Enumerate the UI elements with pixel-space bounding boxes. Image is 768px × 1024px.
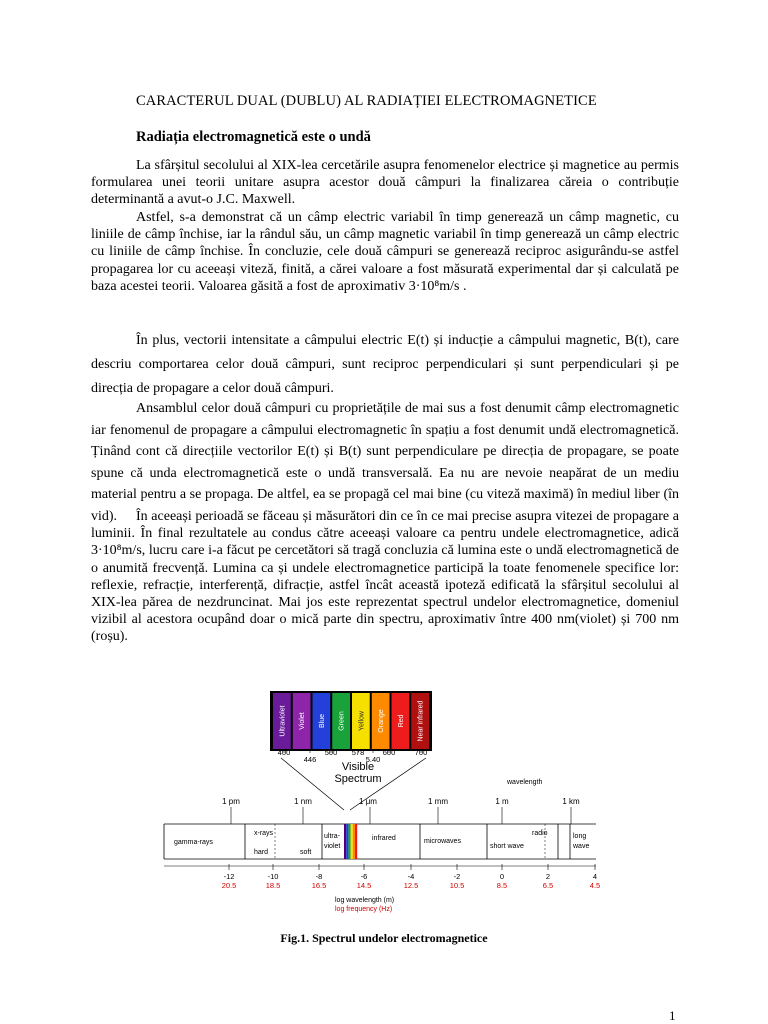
log-wavelength-label: -2 xyxy=(453,872,461,881)
scale-ticks xyxy=(231,807,571,824)
region-long2: wave xyxy=(573,843,590,850)
log-frequency-label: 8.5 xyxy=(496,881,508,890)
log-frequency-label: 12.5 xyxy=(403,881,419,890)
visible-label: Visible xyxy=(341,761,375,773)
region-infrared: infrared xyxy=(372,835,396,842)
log-wavelength-label: -4 xyxy=(407,872,415,881)
band-label: Orange xyxy=(378,709,386,733)
scale-mark-nm: 1 nm xyxy=(294,797,312,806)
visible-tick: 578 xyxy=(351,748,365,757)
log-wavelength-label: 4 xyxy=(592,872,598,881)
log-frequency-label: 6.5 xyxy=(542,881,554,890)
region-xrays: x-rays xyxy=(254,830,274,837)
scale-mark-m: 1 m xyxy=(495,797,509,806)
visible-slice-stripe xyxy=(346,824,348,859)
paragraph-2 xyxy=(91,209,679,295)
band-label: Green xyxy=(338,711,346,731)
log-wavelength-label: 0 xyxy=(499,872,505,881)
figure-caption: Fig.1. Spectrul undelor electromagnetice xyxy=(280,931,488,945)
scale-mark-um: 1 μm xyxy=(359,797,377,806)
region-radio: radio xyxy=(532,830,548,837)
region-ultra1: ultra- xyxy=(324,833,340,840)
visible-slice-stripe xyxy=(353,824,355,859)
visible-tick: 5.40 xyxy=(365,755,381,764)
log-wavelength-label: 2 xyxy=(545,872,551,881)
region-microwaves: microwaves xyxy=(424,838,461,845)
log-frequency-label: 20.5 xyxy=(221,881,237,890)
log-frequency-label: 16.5 xyxy=(311,881,327,890)
page-number: 1 xyxy=(669,1008,676,1023)
band-label: Near infrared xyxy=(417,700,425,742)
region-long1: long xyxy=(573,833,587,840)
log-wavelength-label: -8 xyxy=(315,872,323,881)
log-wavelength-label: -6 xyxy=(360,872,368,881)
band-label: Blue xyxy=(318,713,326,729)
band-label: Ultraviolet xyxy=(279,705,287,737)
scale-marks xyxy=(222,797,580,806)
band-label: Violet xyxy=(299,712,307,730)
log-frequency-label: 14.5 xyxy=(356,881,372,890)
paragraph-3-text: În plus, vectorii intensitate a câmpului electric E(t) și inducție a câmpului magnetic, B(t), care descriu comportarea celor două câmpuri, sunt reciproc perpendiculari și sunt perpendiculari și pe direcția de propagare a celor două câmpuri. xyxy=(91,333,679,396)
band-label: Yellow xyxy=(358,711,366,731)
axis-ticks xyxy=(222,864,601,890)
axis-label-wavelength: log wavelength (m) xyxy=(335,897,395,904)
log-frequency-label: 4.5 xyxy=(589,881,601,890)
axis-label-frequency: log frequency (Hz) xyxy=(335,906,393,913)
paragraph-5-text: În aceeași perioadă se făceau și măsurători din ce în ce mai precise asupra vitezei de propagare a luminii. În final rezultatele au condus către aceeași valoare ca pentru undele electromagnetice, adică 3·10⁸m/s, lucru care i-a făcut pe cercetători să tragă concluzia că lumina este o undă electromagnetică de o anumită frecvență. Lumina ca și undele electromagnetice participă la toate fenomenele specifice lor: reflexie, refracție, interferență, difracție, astfel încât această ipoteză edificată la sfârșitul secolului al XIX-lea părea de nezdruncinat. Mai jos este reprezentat spectrul undelor electromagnetice, domeniul vizibil al acestora ocupând doar o mică parte din spectru, aproximativ între 400 nm(violet) și 700 nm (roșu). xyxy=(91,509,679,645)
paragraph-4-text: Ansamblul celor două câmpuri cu proprietățile de mai sus a fost denumit câmp electromagnetic iar fenomenul de propagare a câmpului electromagnetic în spațiu a fost denumit undă electromagnetică. Ținând cont că direcțiile vectorilor E(t) și B(t) sunt perpendiculare pe direcția de propagare, se poate spune că unda electromagnetică este o undă transversală. Ea nu are nevoie neapărat de un mediu material pentru a se propaga. De altfel, ea se propagă cel mai bine (cu viteză maximă) în mediul liber (în vid). xyxy=(91,401,679,524)
wavelength-label: wavelength xyxy=(507,779,543,786)
scale-mark-km: 1 km xyxy=(562,797,580,806)
visible-slice-stripe xyxy=(351,824,353,859)
section-heading: Radiația electromagnetică este o undă xyxy=(136,129,371,145)
visible-slice-stripe xyxy=(348,824,350,859)
paragraph-1-text: La sfârșitul secolului al XIX-lea cercetările asupra fenomenelor electrice și magnetice au permis formularea unei teorii unitare asupra acestor două câmpuri la finalizarea căreia o contribuție determinantă a avut-o J.C. Maxwell. xyxy=(91,158,679,208)
document-title: CARACTERUL DUAL (DUBLU) AL RADIAȚIEI ELECTROMAGNETICE xyxy=(136,93,597,109)
log-wavelength-label: -10 xyxy=(267,872,279,881)
visible-tick: 700 xyxy=(414,748,428,757)
band-label: Red xyxy=(397,714,405,728)
log-frequency-label: 10.5 xyxy=(449,881,465,890)
paragraph-2-text: Astfel, s-a demonstrat că un câmp electric variabil în timp generează un câmp magnetic, cu liniile de câmp închise, iar la rândul său, un câmp magnetic variabil în timp generează un câmp electric cu liniile de câmp închise. În concluzie, cele două câmpuri se generează reciproc asigurându-se astfel propagarea lor cu aceeași viteză, finită, a cărei valoare a fost măsurată experimental dar și calculată pe baza acestei teorii. Valoarea găsită a fost de aproximativ 3·10⁸m/s . xyxy=(91,210,679,294)
paragraph-5 xyxy=(91,508,679,646)
log-frequency-label: 18.5 xyxy=(265,881,281,890)
visible-tick: 446 xyxy=(303,755,317,764)
visible-tick: 500 xyxy=(324,748,338,757)
visible-slice-stripe xyxy=(344,824,346,859)
region-hard: hard xyxy=(254,849,269,856)
scale-mark-mm: 1 mm xyxy=(428,797,448,806)
spectrum-label: Spectrum xyxy=(334,773,382,785)
visible-slice-stripe xyxy=(355,824,357,859)
log-wavelength-label: -12 xyxy=(223,872,235,881)
visible-tick: 400 xyxy=(277,748,291,757)
visible-tick: 600 xyxy=(382,748,396,757)
spectrum-figure xyxy=(150,688,610,923)
region-ultra2: violet xyxy=(324,843,341,850)
region-shortwave: short wave xyxy=(490,843,524,850)
region-labels xyxy=(174,830,589,856)
visible-bands xyxy=(270,691,432,753)
scale-mark-pm: 1 pm xyxy=(222,797,240,806)
visible-slice xyxy=(344,824,357,859)
region-soft: soft xyxy=(300,849,312,856)
paragraph-1 xyxy=(91,157,679,209)
region-gamma: gamma-rays xyxy=(174,839,213,846)
paragraph-3 xyxy=(91,329,679,401)
